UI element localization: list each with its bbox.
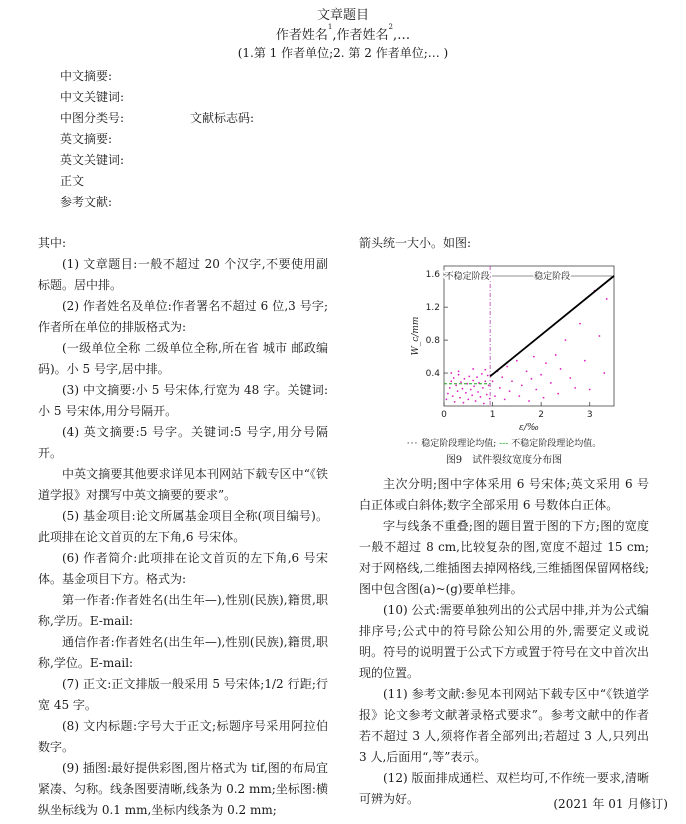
data-point: [488, 385, 490, 387]
data-point: [458, 374, 460, 376]
data-point: [460, 381, 462, 383]
author-affiliation-mark: 1: [327, 23, 333, 31]
figure-9: [359, 254, 649, 474]
field-body: 正文: [60, 174, 85, 188]
data-point: [484, 369, 486, 371]
data-point: [482, 387, 484, 389]
data-point: [492, 380, 494, 382]
data-point: [487, 375, 489, 377]
data-point: [535, 389, 537, 391]
data-point: [543, 397, 545, 399]
x-tick-label: 3: [586, 410, 593, 420]
field-references: 参考文献:: [60, 195, 113, 209]
paragraph: (4) 英文摘要:5 号字。关键词:5 号字,用分号隔开。: [38, 425, 328, 460]
paragraph: 主次分明;图中字体采用 6 号宋体;英文采用 6 号白正体或白斜体;数字全部采用 6 号数体白正体。: [359, 477, 649, 512]
data-point: [477, 391, 479, 393]
author-separator: ,: [332, 28, 337, 43]
data-point: [603, 372, 605, 374]
y-tick-label: 0.4: [425, 369, 440, 380]
paragraph: 中英文摘要其他要求详见本刊网站下载专区中“《铁道学报》对撰写中英文摘要的要求”。: [38, 467, 328, 502]
data-point: [457, 390, 459, 392]
paragraph: (6) 作者简介:此项排在论文首页的左下角,6 号宋体。基金项目下方。格式为:: [38, 551, 328, 586]
data-point: [472, 368, 474, 370]
data-point: [574, 387, 576, 389]
data-point: [454, 401, 456, 403]
paragraph: (8) 文内标题:字号大于正文;标题序号采用阿拉伯数字。: [38, 719, 328, 754]
paragraph: 其中:: [38, 236, 67, 250]
x-tick-label: 1: [489, 410, 496, 420]
data-point: [499, 387, 501, 389]
data-point: [584, 360, 586, 362]
data-point: [489, 398, 491, 400]
author-line: [0, 24, 686, 43]
data-point: [494, 395, 496, 397]
data-point: [569, 377, 571, 379]
field-abstract-en: 英文摘要:: [60, 132, 113, 146]
data-point: [533, 356, 535, 358]
data-point: [557, 393, 559, 395]
data-point: [521, 385, 523, 387]
data-point: [531, 378, 533, 380]
field-keywords-cn: 中文关键词:: [60, 90, 125, 104]
paragraph: (10) 公式:需要单独列出的公式居中排,并为公式编排序号;公式中的符号除公知公用的外,需要定义或说明。符号的说明置于公式下方或置于符号在文中首次出现的位置。: [359, 603, 649, 680]
paragraph: (11) 参考文献:参见本刊网站下载专区中“《铁道学报》论文参考文献著录格式要求”。参考文献中的作者若不超过 3 人,须将作者全部列出;若超过 3 人,只列出 3 人,后面用“,等”表示。: [359, 687, 649, 764]
data-point: [468, 375, 470, 377]
field-doc-code: 文献标志码:: [190, 111, 255, 125]
data-point: [560, 368, 562, 370]
y-tick-label: 1.2: [425, 303, 440, 314]
paragraph: (12) 版面排成通栏、双栏均可,不作统一要求,清晰可辨为好。: [359, 771, 649, 806]
unstable-region-label: 不稳定阶段: [444, 272, 490, 282]
data-point: [480, 396, 482, 398]
right-column: [359, 233, 649, 810]
author-affiliation-mark: 2: [388, 23, 393, 31]
data-point: [483, 403, 485, 405]
data-point: [518, 395, 520, 397]
data-point: [589, 389, 591, 391]
data-point: [447, 393, 449, 395]
data-point: [540, 374, 542, 376]
paragraph: (1) 文章题目:一般不超过 20 个汉字,不要使用副标题。居中排。: [38, 257, 328, 292]
x-axis-label: ε/‰: [519, 423, 539, 433]
data-point: [526, 371, 528, 373]
stable-mean-line: [490, 276, 614, 376]
data-point: [545, 362, 547, 364]
y-tick-label: 0.8: [425, 336, 440, 347]
plot-frame: [444, 266, 614, 406]
field-clc-row: [60, 108, 255, 129]
paragraph: (5) 基金项目:论文所属基金项目全称(项目编号)。此项排在论文首页的左下角,6 号宋体。: [38, 509, 328, 544]
data-point: [450, 372, 452, 374]
figure-caption: 图9 试件裂纹宽度分布图: [445, 455, 563, 466]
data-point: [450, 380, 452, 382]
front-matter-fields: [60, 66, 255, 213]
paragraph: 箭头统一大小。如图:: [359, 236, 472, 250]
chart-legend: [359, 438, 649, 450]
data-point: [453, 377, 455, 379]
y-tick-label: 1.6: [425, 270, 440, 281]
paragraph: 字与线条不重叠;图的题目置于图的下方;图的宽度一般不超过 8 cm,比较复杂的图,宽度不超过 15 cm;对于网格线,二维插图去掉网格线,三维插图保留网格线;图中包含图(a)~(g)要单栏排。: [359, 519, 649, 596]
left-column: [38, 233, 328, 821]
data-point: [459, 397, 461, 399]
data-point: [467, 399, 469, 401]
author-units: (1.第 1 作者单位;2. 第 2 作者单位;… ): [237, 46, 449, 60]
data-point: [486, 394, 488, 396]
paragraph: (9) 插图:最好提供彩图,图片格式为 tif,图的布局宜紧凑、匀称。线条图要清晰,线条为 0.2 mm;坐标图:横纵坐标线为 0.1 mm,坐标内线条为 0.2 mm;: [38, 761, 328, 817]
data-point: [509, 390, 511, 392]
author-name: 作者姓名: [336, 28, 389, 43]
paragraph: 第一作者:作者姓名(出生年—),性别(民族),籍贯,职称,学历。E-mail:: [38, 593, 328, 628]
legend-unstable-label: 不稳定阶段理论均值。: [511, 439, 602, 449]
data-point: [470, 389, 472, 391]
author-name: 作者姓名: [275, 28, 328, 43]
data-point: [464, 378, 466, 380]
data-point: [504, 399, 506, 401]
author-separator: ,…: [392, 28, 411, 43]
data-point: [606, 298, 608, 300]
crack-width-chart: [359, 254, 649, 438]
data-point: [463, 402, 465, 404]
paragraph: (3) 中文摘要:小 5 号宋体,行宽为 48 字。关键词:小 5 号宋体,用分号隔开。: [38, 383, 328, 418]
field-clc: 中图分类号:: [60, 111, 125, 125]
data-point: [462, 388, 464, 390]
data-point: [471, 394, 473, 396]
data-point: [579, 323, 581, 325]
data-point: [449, 387, 451, 389]
y-axis-label: W_c/mm: [411, 316, 421, 356]
data-point: [465, 392, 467, 394]
data-point: [511, 380, 513, 382]
data-point: [599, 335, 601, 337]
x-tick-label: 0: [441, 410, 447, 420]
legend-stable-marker: ···: [406, 439, 419, 449]
article-title: 文章题目: [316, 8, 369, 23]
data-point: [452, 395, 454, 397]
stable-region-label: 稳定阶段: [534, 272, 571, 282]
paragraph: (一级单位全称 二级单位全称,所在省 城市 邮政编码)。小 5 号字,居中排。: [38, 341, 328, 376]
data-point: [476, 376, 478, 378]
paragraph: 通信作者:作者姓名(出生年—),性别(民族),籍贯,职称,学位。E-mail:: [38, 635, 328, 670]
data-point: [472, 380, 474, 382]
data-point: [446, 399, 448, 401]
data-point: [473, 385, 475, 387]
data-point: [506, 366, 508, 368]
data-point: [475, 400, 477, 402]
paragraph: (2) 作者姓名及单位:作者署名不超过 6 位,3 号字;作者所在单位的排版格式为:: [38, 299, 328, 334]
data-point: [481, 373, 483, 375]
legend-stable-label: 稳定阶段理论均值;: [421, 439, 497, 449]
data-point: [484, 380, 486, 382]
field-keywords-en: 英文关键词:: [60, 153, 125, 167]
data-point: [455, 385, 457, 387]
field-abstract-cn: 中文摘要:: [60, 69, 113, 83]
data-point: [516, 360, 518, 362]
data-point: [565, 339, 567, 341]
data-point: [555, 354, 557, 356]
data-point: [528, 400, 530, 402]
paragraph: (7) 正文:正文排版一般采用 5 号宋体;1/2 行距;行宽 45 字。: [38, 677, 328, 712]
revision-note: (2021 年 01 月修订): [553, 797, 668, 811]
legend-unstable-marker: ---: [499, 439, 509, 449]
data-point: [550, 382, 552, 384]
x-tick-label: 2: [538, 410, 545, 420]
data-point: [458, 371, 460, 373]
data-point: [501, 376, 503, 378]
